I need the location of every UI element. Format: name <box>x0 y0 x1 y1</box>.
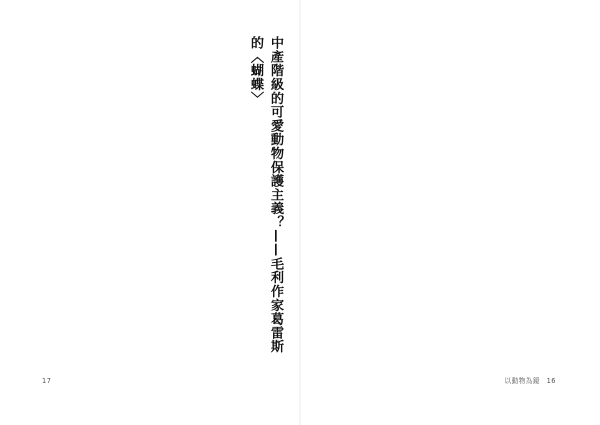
chapter-title: 中產階級的可愛動物保護主義？——毛利作家葛雷斯的〈蝴蝶〉 <box>248 36 283 354</box>
page-number-left: 17 <box>42 377 52 385</box>
footnote <box>52 48 88 360</box>
page-number-right: 16 <box>546 377 556 385</box>
right-page-body <box>314 36 548 360</box>
left-page-body <box>110 48 232 360</box>
page-footer-right <box>501 375 556 385</box>
book-gutter <box>299 0 301 425</box>
running-head: 以動物為鏡 <box>504 377 540 385</box>
